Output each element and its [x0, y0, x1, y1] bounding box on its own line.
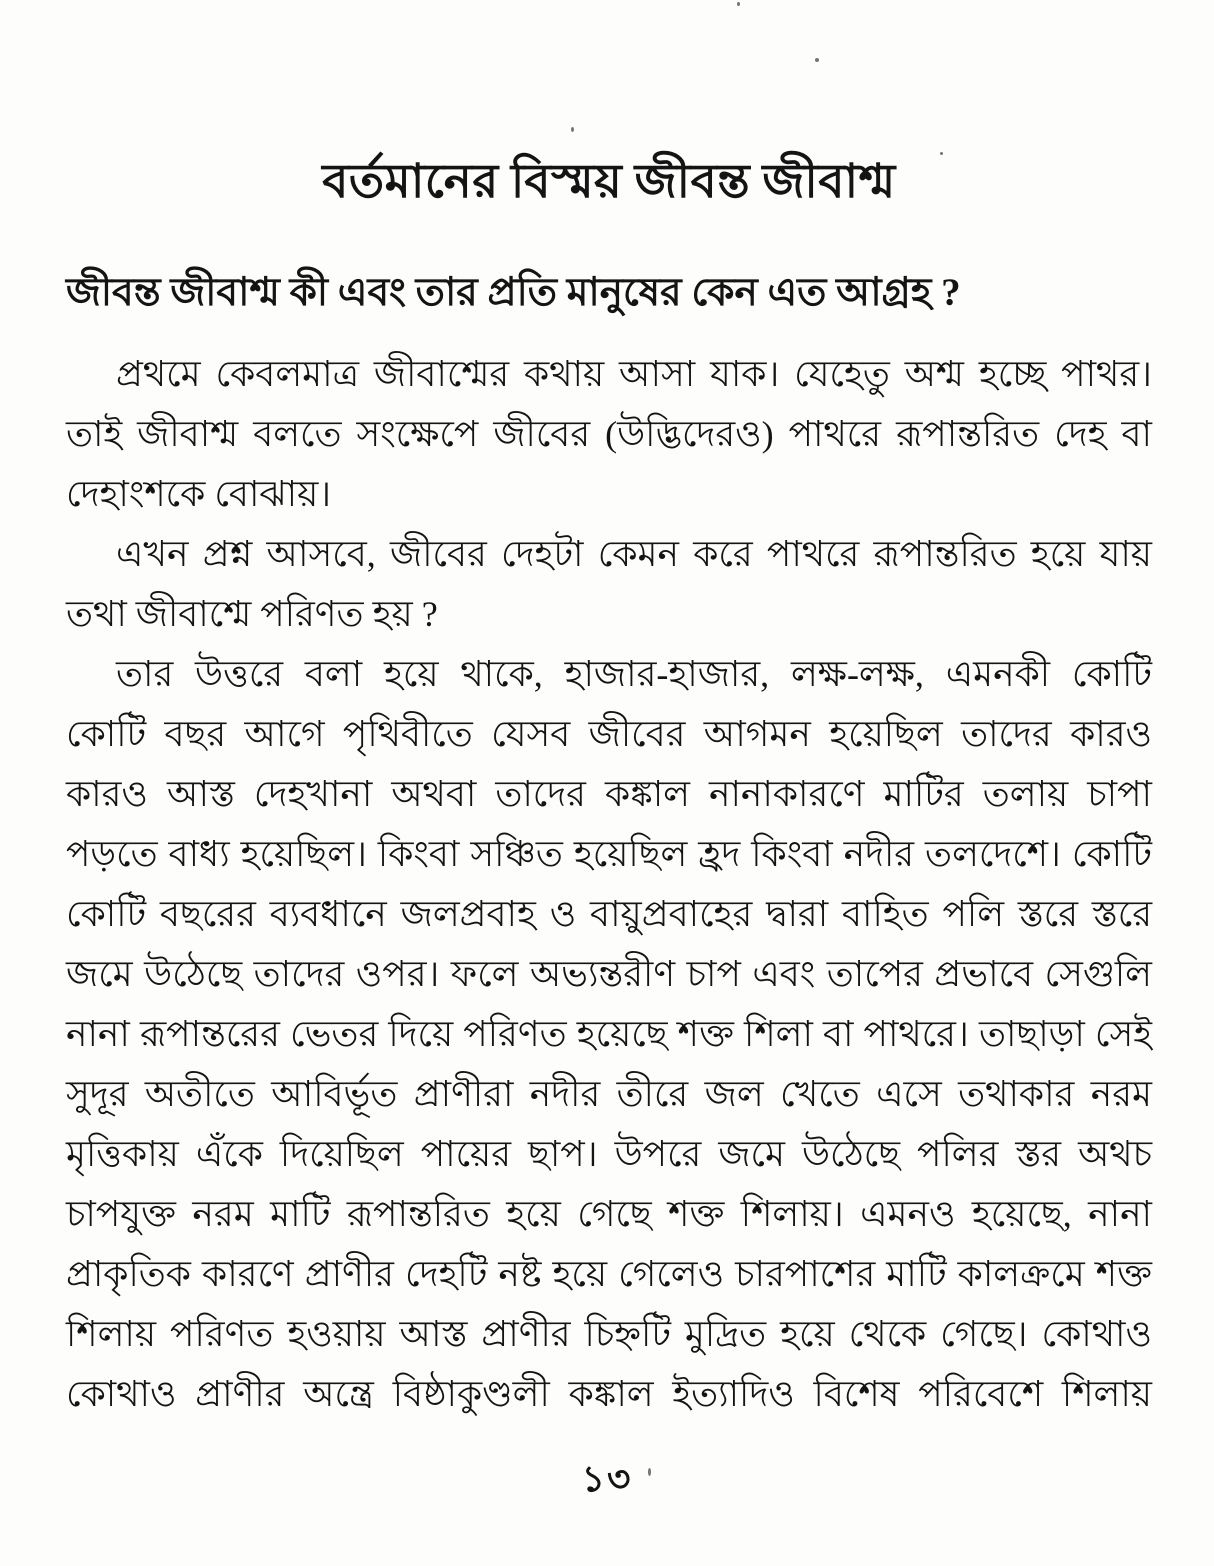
- text-line: প্রাকৃতিক কারণে প্রাণীর দেহটি নষ্ট হয়ে গেলেও চারপাশের মাটি কালক্রমে শক্ত: [66, 1254, 1152, 1294]
- text-line: চাপযুক্ত নরম মাটি রূপান্তরিত হয়ে গেছে শক্ত শিলায়। এমনও হয়েছে, নানা: [66, 1194, 1152, 1234]
- scan-speck: [648, 1468, 651, 1476]
- text-line: কোটি বছর আগে পৃথিবীতে যেসব জীবের আগমন হয়েছিল তাদের কারও: [66, 714, 1152, 754]
- text-line: শিলায় পরিণত হওয়ায় আস্ত প্রাণীর চিহ্নটি মুদ্রিত হয়ে থেকে গেছে। কোথাও: [66, 1314, 1152, 1354]
- text-line: প্রথমে কেবলমাত্র জীবাশ্মের কথায় আসা যাক। যেহেতু অশ্ম হচ্ছে পাথর।: [116, 354, 1152, 394]
- text-line: নানা রূপান্তরের ভেতর দিয়ে পরিণত হয়েছে শক্ত শিলা বা পাথরে। তাছাড়া সেই: [66, 1014, 1152, 1054]
- paragraph: [66, 524, 1152, 644]
- text-line: এখন প্রশ্ন আসবে, জীবের দেহটা কেমন করে পাথরে রূপান্তরিত হয়ে যায়: [116, 534, 1152, 574]
- text-line: সুদূর অতীতে আবির্ভূত প্রাণীরা নদীর তীরে জল খেতে এসে তথাকার নরম: [66, 1074, 1152, 1114]
- scan-speck: [571, 127, 574, 132]
- page-number: ১৩: [581, 1459, 633, 1499]
- scan-speck: [940, 152, 943, 155]
- scan-speck: [737, 2, 740, 6]
- paragraphs: [66, 344, 1152, 1424]
- text-line: দেহাংশকে বোঝায়।: [66, 474, 332, 514]
- text-line: তার উত্তরে বলা হয়ে থাকে, হাজার-হাজার, লক্ষ-লক্ষ, এমনকী কোটি: [116, 654, 1152, 694]
- page-content: [66, 0, 1152, 1424]
- text-line: তথা জীবাশ্মে পরিণত হয় ?: [66, 594, 438, 634]
- paragraph: [66, 644, 1152, 1424]
- text-line: তাই জীবাশ্ম বলতে সংক্ষেপে জীবের (উদ্ভিদেরও) পাথরে রূপান্তরিত দেহ বা: [66, 414, 1152, 454]
- text-line: জমে উঠেছে তাদের ওপর। ফলে অভ্যন্তরীণ চাপ এবং তাপের প্রভাবে সেগুলি: [66, 954, 1152, 994]
- text-line: কারও আস্ত দেহখানা অথবা তাদের কঙ্কাল নানাকারণে মাটির তলায় চাপা: [66, 774, 1152, 814]
- text-line: পড়তে বাধ্য হয়েছিল। কিংবা সঞ্চিত হয়েছিল হ্রদ কিংবা নদীর তলদেশে। কোটি: [66, 834, 1152, 874]
- text-line: মৃত্তিকায় এঁকে দিয়েছিল পায়ের ছাপ। উপরে জমে উঠেছে পলির স্তর অথচ: [66, 1134, 1152, 1174]
- section-heading: জীবন্ত জীবাশ্ম কী এবং তার প্রতি মানুষের কেন এত আগ্রহ ?: [66, 271, 961, 314]
- text-line: কোটি বছরের ব্যবধানে জলপ্রবাহ ও বায়ুপ্রবাহের দ্বারা বাহিত পলি স্তরে স্তরে: [66, 894, 1152, 934]
- chapter-title: বর্তমানের বিস্ময় জীবন্ত জীবাশ্ম: [322, 156, 896, 208]
- text-line: কোথাও প্রাণীর অন্ত্রে বিষ্ঠাকুণ্ডলী কঙ্কাল ইত্যাদিও বিশেষ পরিবেশে শিলায়: [66, 1374, 1152, 1414]
- scan-speck: [815, 58, 819, 62]
- paragraph: [66, 344, 1152, 524]
